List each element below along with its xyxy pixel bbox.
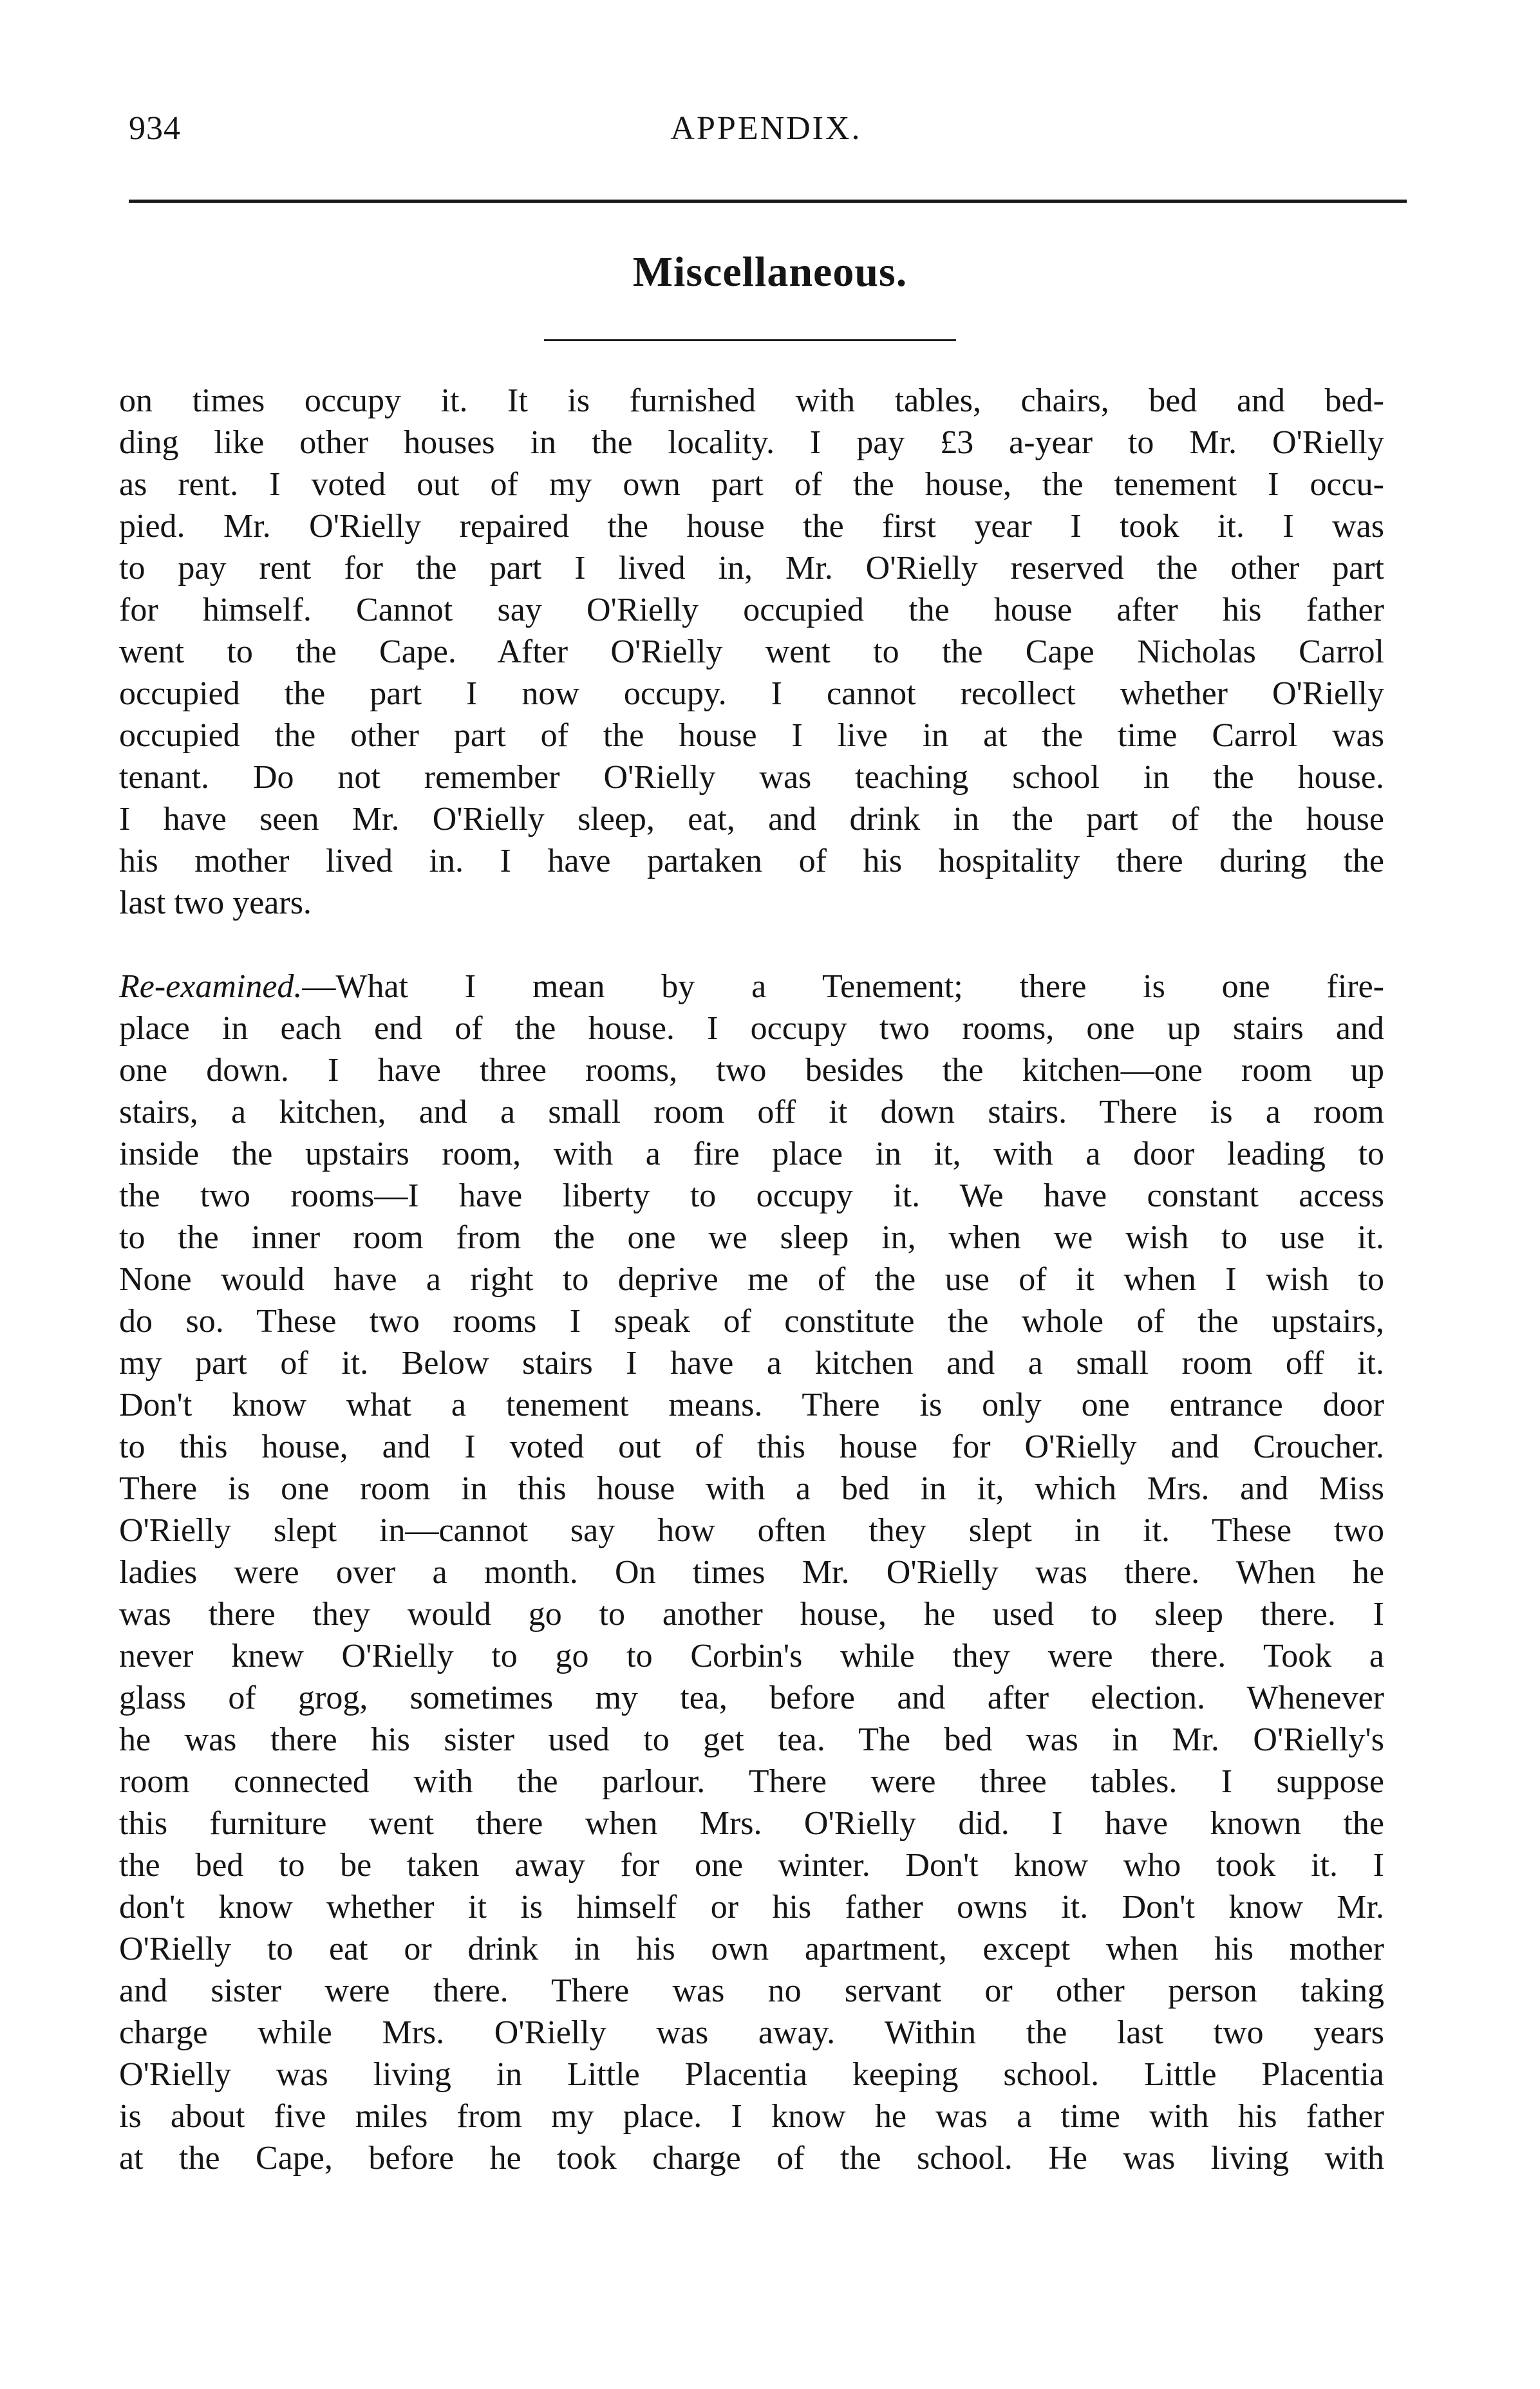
text-line: at the Cape, before he took charge of the school. He was living with — [119, 2140, 1384, 2177]
text-line-rest: —What I mean by a Tenement; there is one fire- — [302, 968, 1384, 1005]
text-line: O'Rielly slept in—cannot say how often they slept in it. These two — [119, 1512, 1384, 1549]
text-line: occupied the other part of the house I live in at the time Carrol was — [119, 717, 1384, 754]
text-line: place in each end of the house. I occupy two rooms, one up stairs and — [119, 1010, 1384, 1047]
paragraph-re-examined — [119, 966, 1384, 2179]
text-line: to the inner room from the one we sleep in, when we wish to use it. — [119, 1219, 1384, 1256]
text-line: occupied the part I now occupy. I cannot recollect whether O'Rielly — [119, 675, 1384, 712]
text-line: charge while Mrs. O'Rielly was away. Within the last two years — [119, 2014, 1384, 2051]
text-line: O'Rielly was living in Little Placentia keeping school. Little Placentia — [119, 2056, 1384, 2093]
running-head — [129, 109, 1404, 161]
text-line: was there they would go to another house, he used to sleep there. I — [119, 1596, 1384, 1633]
text-line: Don't know what a tenement means. There is only one entrance door — [119, 1387, 1384, 1423]
text-line: the two rooms—I have liberty to occupy it. We have constant access — [119, 1177, 1384, 1214]
text-line: and sister were there. There was no servant or other person taking — [119, 1972, 1384, 2009]
text-line: glass of grog, sometimes my tea, before and after election. Whenever — [119, 1680, 1384, 1716]
paragraph-testimony — [119, 380, 1384, 924]
text-line: went to the Cape. After O'Rielly went to the Cape Nicholas Carrol — [119, 633, 1384, 670]
text-line: one down. I have three rooms, two besides the kitchen—one room up — [119, 1052, 1384, 1089]
text-line: this furniture went there when Mrs. O'Rielly did. I have known the — [119, 1805, 1384, 1842]
text-line — [119, 966, 1384, 1007]
text-line: I have seen Mr. O'Rielly sleep, eat, and drink in the part of the house — [119, 801, 1384, 838]
text-line: never knew O'Rielly to go to Corbin's while they were there. Took a — [119, 1638, 1384, 1674]
page-number: 934 — [129, 110, 181, 147]
heading-rule — [544, 339, 956, 341]
text-line: stairs, a kitchen, and a small room off it down stairs. There is a room — [119, 1094, 1384, 1130]
re-examined-label: Re-examined. — [119, 968, 303, 1005]
header-rule — [129, 200, 1407, 203]
text-line: my part of it. Below stairs I have a kitchen and a small room off it. — [119, 1345, 1384, 1382]
text-line: ladies were over a month. On times Mr. O'Rielly was there. When he — [119, 1554, 1384, 1591]
text-line: last two years. — [119, 885, 312, 921]
running-title: APPENDIX. — [670, 110, 862, 147]
text-line: to pay rent for the part I lived in, Mr. O'Rielly reserved the other part — [119, 550, 1384, 586]
text-line: tenant. Do not remember O'Rielly was teaching school in the house. — [119, 759, 1384, 796]
section-heading: Miscellaneous. — [632, 248, 908, 295]
text-line: as rent. I voted out of my own part of the house, the tenement I occu- — [119, 466, 1384, 503]
text-line: don't know whether it is himself or his father owns it. Don't know Mr. — [119, 1889, 1384, 1925]
text-line: to this house, and I voted out of this house for O'Rielly and Croucher. — [119, 1429, 1384, 1465]
text-line: the bed to be taken away for one winter. Don't know who took it. I — [119, 1847, 1384, 1884]
text-line: do so. These two rooms I speak of constitute the whole of the upstairs, — [119, 1303, 1384, 1340]
text-line: is about five miles from my place. I know he was a time with his father — [119, 2098, 1384, 2135]
text-line: his mother lived in. I have partaken of his hospitality there during the — [119, 843, 1384, 879]
text-line: room connected with the parlour. There were three tables. I suppose — [119, 1763, 1384, 1800]
text-line: inside the upstairs room, with a fire place in it, with a door leading to — [119, 1136, 1384, 1172]
text-line: he was there his sister used to get tea. The bed was in Mr. O'Rielly's — [119, 1721, 1384, 1758]
text-line: There is one room in this house with a bed in it, which Mrs. and Miss — [119, 1470, 1384, 1507]
text-line: pied. Mr. O'Rielly repaired the house the first year I took it. I was — [119, 508, 1384, 545]
text-line: O'Rielly to eat or drink in his own apartment, except when his mother — [119, 1931, 1384, 1967]
text-line: on times occupy it. It is furnished with tables, chairs, bed and bed- — [119, 382, 1384, 419]
text-line: None would have a right to deprive me of the use of it when I wish to — [119, 1261, 1384, 1298]
text-line: ding like other houses in the locality. I pay £3 a-year to Mr. O'Rielly — [119, 424, 1384, 461]
text-line: for himself. Cannot say O'Rielly occupied the house after his father — [119, 592, 1384, 628]
